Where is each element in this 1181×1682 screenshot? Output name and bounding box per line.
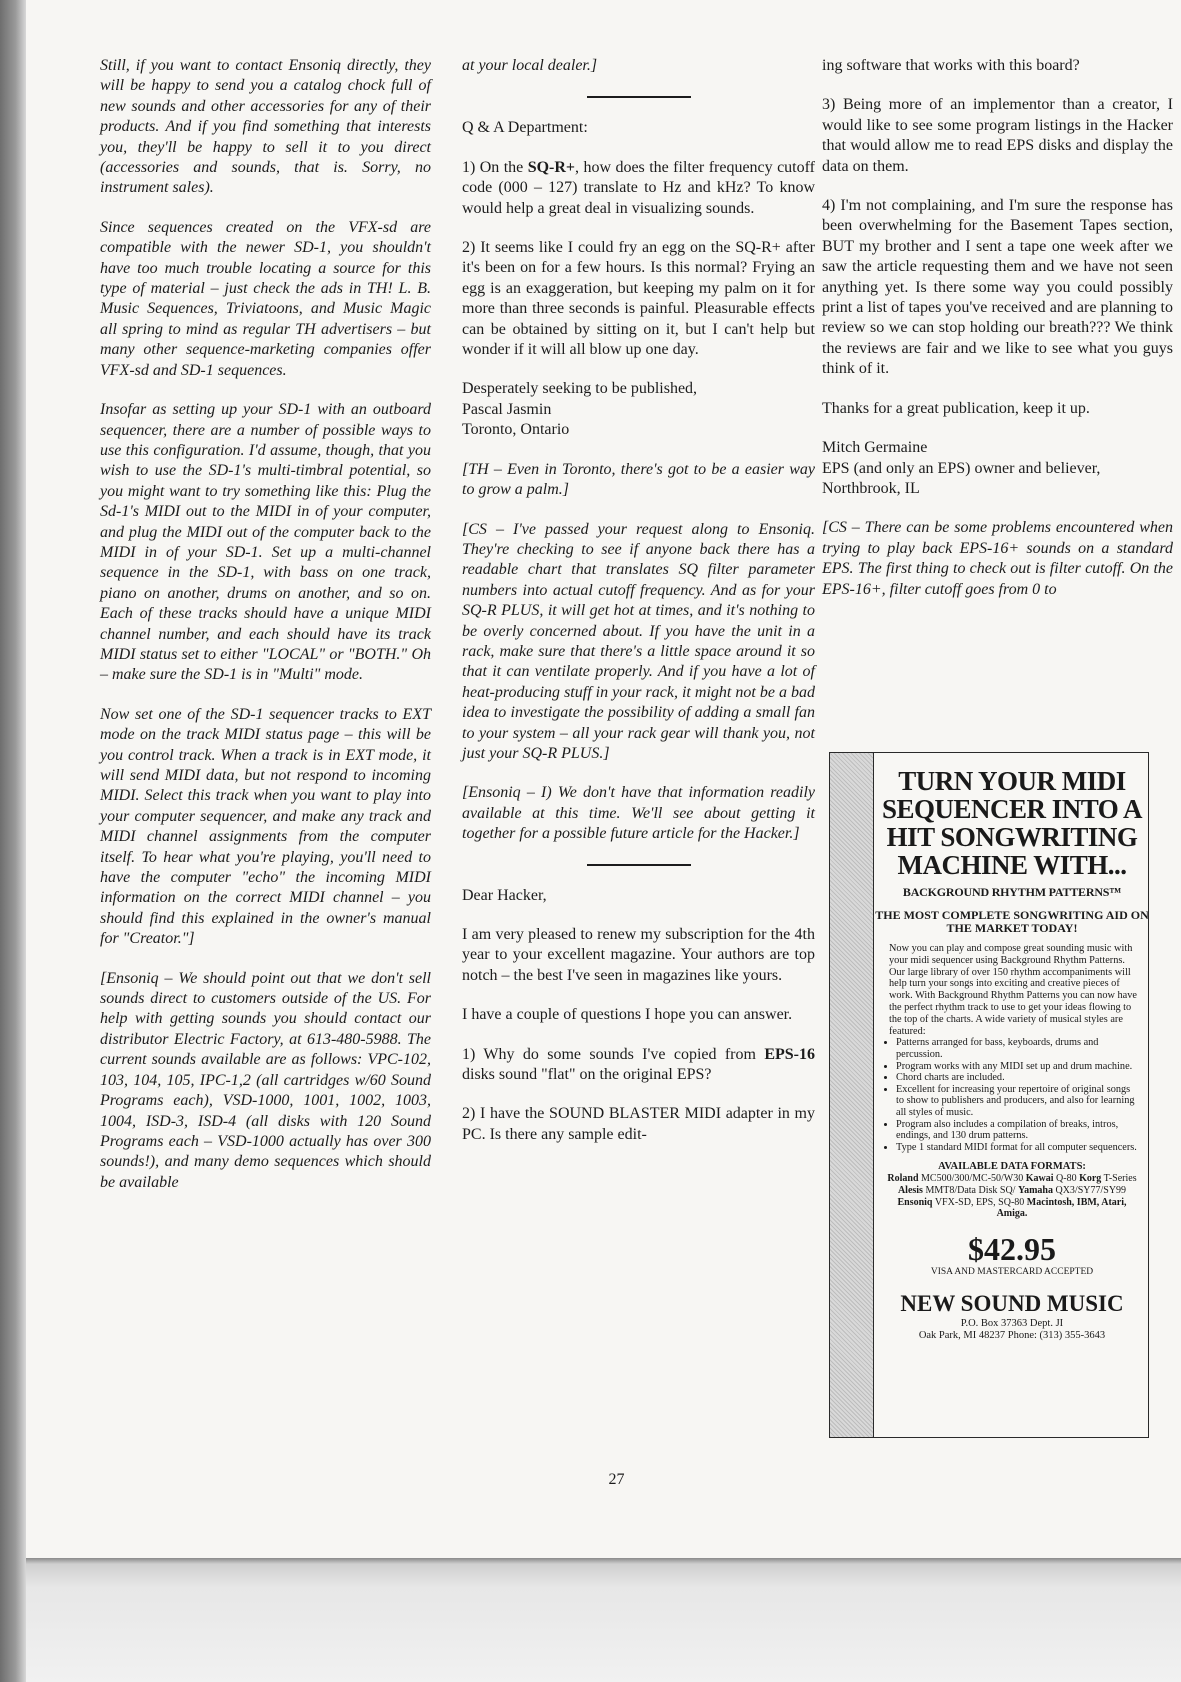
ensoniq-reply: [Ensoniq – I) We don't have that information readily available at this time. We'll see about getting it together for a possible future article for the Hacker.] [462, 784, 815, 843]
why-text: 1) Why do some sounds I've copied from [462, 1045, 765, 1063]
format-models: QX3/SY77/SY99 [1052, 1184, 1127, 1196]
cs-reply: [CS – I've passed your request along to Ensoniq. They're checking to see if anyone back there has a readable chart that translates SQ filter parameter numbers into actual cutoff frequency. And as for your SQ-R PLUS, it will get hot at times, and it's nothing to be overly concerned about. If you have the unit in a rack, make sure that there's a little space around it so that it can ventilate properly. And if you have a lot of heat-producing stuff in your rack, it might not be a bad idea to investigate the possibility of adding a small fan to your system – all your rack gear will thank you, not just your SQ-R PLUS.] [462, 520, 815, 762]
format-brand: Alesis [897, 1184, 923, 1196]
question-2: 2) It seems like I could fry an egg on the SQ-R+ after it's been on for a few hours. Is this normal? Frying an egg is an exaggeration, but keeping my palm on it for more than three seconds is painful. Pleasurable effects can be obtained by sitting on it, but I can't help but wonder if it will all blow up one day. [462, 239, 815, 359]
ad-subhead: BACKGROUND RHYTHM PATTERNS™ [902, 885, 1122, 899]
sig-line: Desperately seeking to be published, [462, 380, 698, 398]
ad-feature: • Program also includes a compilation of breaks, intros, endings, and 130 drum patterns. [896, 1119, 1140, 1142]
col1-paragraph: Insofar as setting up your SD-1 with an outboard sequencer, there are a number of possible ways to use this configuration. I'd assume, though, that you wish to use the SD-1's multi-timbral potential, so you might want to try something like this: Plug the Sd-1's MIDI out to the MIDI in of your computer, and plug the MIDI out of the computer back to the MIDI in of your SD-1. Set up a multi-channel sequence in the SD-1, with bass on one track, piano on another, drums on another, and so on. Each of these tracks should have a unique MIDI channel number, and each should have its track MIDI status set to either "LOCAL" or "BOTH." Oh – make sure the SD-1 is in "Multi" mode. [100, 401, 431, 684]
format-brand: Yamaha [1017, 1184, 1053, 1196]
ad-tagline: THE MOST COMPLETE SONGWRITING AID ON THE MARKET TODAY! [875, 908, 1149, 935]
col1-paragraph: Now set one of the SD-1 sequencer tracks to EXT mode on the track MIDI status page – this will be you control track. When a track is in EXT mode, it will send MIDI data, but not respond to incoming MIDI. Select this track when you want to play into your computer sequencer, and make any track and MIDI channel assignments from the computer itself. To hear what you're playing, you'll need to have the computer "echo" the incoming MIDI information on the correct MIDI channel – you should find this explained in the owner's manual for "Creator."] [100, 705, 431, 948]
format-models: VFX-SD, EPS, SQ-80 [932, 1196, 1027, 1208]
why-text-rest: disks sound "flat" on the original EPS? [462, 1066, 712, 1084]
letter-question-2: 2) I have the SOUND BLASTER MIDI adapter in my PC. Is there any sample edit- [462, 1105, 815, 1143]
ad-body-text: Now you can play and compose great sounding music with your midi sequencer using Background Rhythm Patterns. Our large library of over 150 rhythm accompaniments will help turn your songs into exciting and creative pieces of work. With Background Rhythm Patterns you can now have the perfect rhythm track to use to get your ideas flowing to the top of the charts. A wide variety of musical styles are featured: [889, 943, 1137, 1037]
page-number: 27 [608, 1471, 625, 1488]
format-models: Q-80 [1053, 1173, 1080, 1185]
page-bottom-edge [26, 1558, 1181, 1682]
section-divider [587, 864, 691, 866]
column-1 [100, 56, 431, 1212]
format-brand: Roland [887, 1173, 919, 1185]
binding-edge [0, 0, 26, 1682]
sig-name: Mitch Germaine [822, 439, 928, 457]
letter-question-1 [462, 1045, 815, 1086]
question-1 [462, 158, 815, 219]
sig-line: EPS (and only an EPS) owner and believer, [822, 459, 1101, 477]
ad-address-line: P.O. Box 37363 Dept. JI [960, 1317, 1064, 1329]
letter-question-3: 3) Being more of an implementor than a creator, I would like to see some program listings in the Hacker that would allow me to read EPS disks and display the data on them. [822, 96, 1173, 175]
column-2 [462, 56, 815, 1164]
ad-feature: • Type 1 standard MIDI format for all computer sequencers. [896, 1142, 1140, 1154]
letter-signature [462, 379, 815, 440]
ad-formats [874, 1173, 1150, 1219]
format-models: MC500/300/MC-50/W30 [918, 1173, 1026, 1185]
ad-feature: • Program works with any MIDI set up and drum machine. [896, 1061, 1140, 1073]
th-reply: [TH – Even in Toronto, there's got to be a easier way to grow a palm.] [462, 460, 815, 499]
ad-headline: TURN YOUR MIDI SEQUENCER INTO A HIT SONGWRITING MACHINE WITH... [881, 766, 1143, 880]
letter-paragraph: I am very pleased to renew my subscription for the 4th year to your excellent magazine. Your authors are top notch – the best I've seen in magazines like yours. [462, 926, 815, 984]
ad-feature: • Chord charts are included. [896, 1072, 1140, 1084]
qa-heading: Q & A Department: [462, 119, 588, 137]
q1-product: SQ-R+ [527, 158, 576, 176]
column-3 [822, 56, 1173, 619]
q1-text-rest: , how does the filter frequency cutoff code (000 – 127) translate to Hz and kHz? To know would help a great deal in visualizing sounds. [462, 158, 815, 217]
why-product: EPS-16 [764, 1045, 815, 1063]
ad-price: $42.95 [968, 1230, 1056, 1267]
ad-feature: • Excellent for increasing your repertoire of original songs to show to publishers and producers, and also for learning all styles of music. [896, 1084, 1140, 1119]
sig-location: Northbrook, IL [822, 479, 920, 497]
ad-feature: • Patterns arranged for bass, keyboards, drums and percussion. [896, 1037, 1140, 1060]
format-brand: Ensoniq [897, 1196, 933, 1208]
ad-halftone-stripe [830, 753, 874, 1437]
ad-feature-list [874, 1037, 1150, 1153]
sig-location: Toronto, Ontario [462, 421, 570, 439]
col1-paragraph: Since sequences created on the VFX-sd are compatible with the newer SD-1, you shouldn't have too much trouble locating a source for this type of material – just check the ads in TH! L. B. Music Sequences, Triviatoons, and Music Magic all spring to mind as regular TH advertisers – but many other sequence-marketing companies offer VFX-sd and SD-1 sequences. [100, 218, 431, 379]
format-brand: Kawai [1025, 1173, 1054, 1185]
letter-signature [822, 438, 1173, 499]
ad-address-line: Oak Park, MI 48237 Phone: (313) 355-3643 [918, 1329, 1106, 1341]
col1-paragraph: Still, if you want to contact Ensoniq directly, they will be happy to send you a catalog chock full of new sounds and other accessories for any of their products. And if you find something that interests you, they'll be happy to sell it to you direct (accessories and sounds, that is. Sorry, no instrument sales). [100, 57, 431, 197]
ad-payment-note: VISA AND MASTERCARD ACCEPTED [930, 1266, 1094, 1277]
format-brand: Macintosh, IBM, Atari, Amiga. [996, 1196, 1127, 1220]
ad-formats-title: AVAILABLE DATA FORMATS: [938, 1161, 1086, 1173]
letter-question-4: 4) I'm not complaining, and I'm sure the response has been overwhelming for the Basement Tapes section, BUT my brother and I sent a tape one week after we saw the article requesting them and we have not seen anything yet. Is there some way you could possibly print a list of tapes you've received and are planning to review so we can stop holding our breath??? We think the reviews are fair and we like to see what you guys think of it. [822, 197, 1173, 378]
col2-continuation: at your local dealer.] [462, 57, 598, 74]
ad-content [874, 763, 1150, 1342]
cs-reply: [CS – There can be some problems encountered when trying to play back EPS-16+ sounds on a standard EPS. The first thing to check out is filter cutoff. On the EPS-16+, filter cutoff goes from 0 to [822, 519, 1173, 598]
sig-name: Pascal Jasmin [462, 400, 552, 418]
section-divider [587, 96, 691, 98]
letter-salutation: Dear Hacker, [462, 886, 547, 904]
format-models: MMT8/Data Disk SQ/ [922, 1184, 1018, 1196]
format-brand: Korg [1079, 1173, 1102, 1185]
advertisement [829, 752, 1149, 1438]
letter-thanks: Thanks for a great publication, keep it up. [822, 399, 1090, 417]
q1-text: 1) On the [462, 158, 528, 176]
col3-continuation: ing software that works with this board? [822, 57, 1080, 74]
col1-paragraph: [Ensoniq – We should point out that we don't sell sounds direct to customers outside of the US. For help with getting sounds you should contact our distributor Electric Factory, at 613-480-5988. The current sounds available are as follows: VPC-102, 103, 104, 105, IPC-1,2 (all cartridges w/60 Sound Programs each), VSD-1000, 1001, 1002, 1003, 1004, ISD-3, ISD-4 (all disks with 120 Sound Programs each – VSD-1000 actually has over 300 sounds!), and many demo sequences which should be available [100, 969, 431, 1191]
format-models: T-Series [1101, 1173, 1137, 1185]
ad-company-name: NEW SOUND MUSIC [900, 1290, 1124, 1316]
letter-paragraph: I have a couple of questions I hope you can answer. [462, 1006, 793, 1024]
